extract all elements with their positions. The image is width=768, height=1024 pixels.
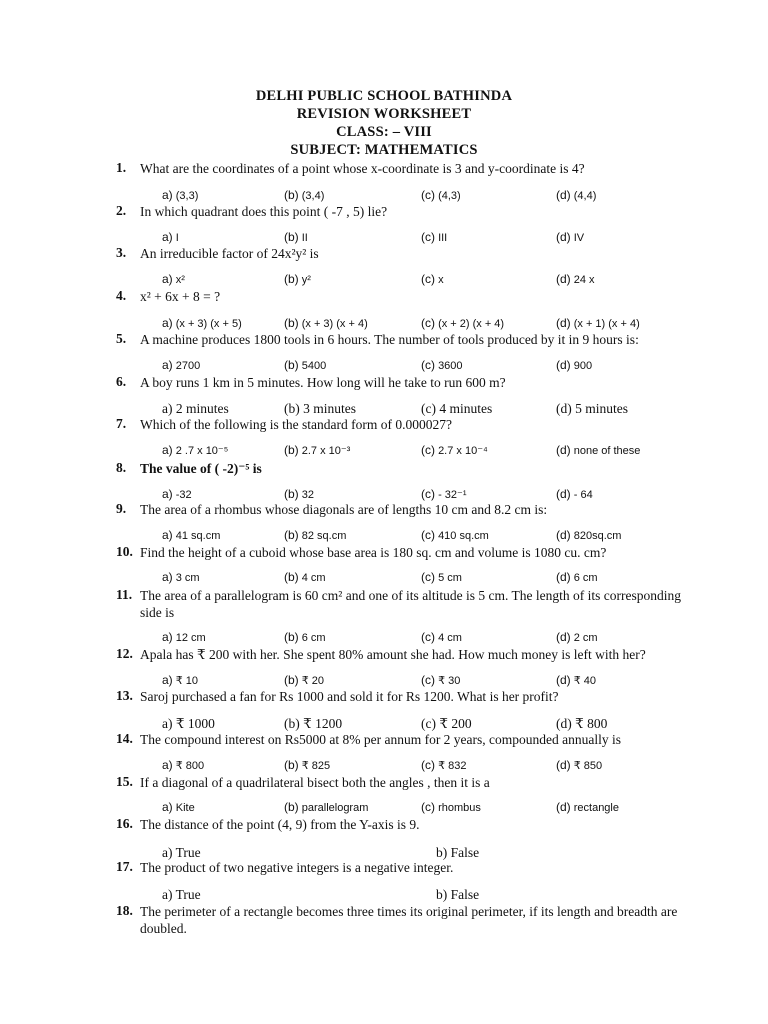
question-number: 12. [116, 646, 133, 661]
question-number: 3. [116, 245, 127, 260]
option-marker: (c) [421, 230, 435, 244]
answer-option [421, 528, 489, 542]
option-value: x² [175, 274, 185, 286]
option-marker: (d) [556, 487, 571, 501]
answer-option [162, 401, 229, 417]
answer-option [421, 401, 492, 417]
option-marker: (b) [284, 570, 299, 584]
answer-option [284, 358, 326, 372]
question-number: 14. [116, 731, 133, 746]
subject-label: SUBJECT: MATHEMATICS [290, 142, 478, 158]
option-marker: (b) [284, 272, 299, 286]
answer-option [556, 272, 595, 286]
answer-option [556, 230, 584, 244]
question-text: Find the height of a cuboid whose base area is 180 sq. cm and volume is 1080 cu. cm? [140, 545, 607, 560]
option-value: 32 [301, 489, 314, 501]
option-marker: (c) [421, 487, 435, 501]
option-marker: (b) [284, 800, 299, 814]
class-label: CLASS: – VIII [336, 124, 432, 140]
answer-option [162, 716, 215, 732]
option-value: II [301, 232, 308, 244]
option-value: x [438, 274, 444, 286]
option-value: (4,4) [573, 190, 597, 202]
option-value: 5 cm [438, 572, 462, 584]
option-value: ₹ 200 [439, 716, 472, 731]
option-value: 2.7 x 10⁻³ [301, 445, 351, 457]
answer-option [556, 188, 596, 202]
option-marker: a) [162, 401, 173, 416]
answer-option [284, 673, 324, 687]
option-marker: a) [162, 358, 173, 372]
option-value: True [175, 887, 201, 902]
option-value: I [175, 232, 179, 244]
question-text: An irreducible factor of 24x²y² is [140, 246, 319, 261]
option-marker: (d) [556, 528, 571, 542]
option-marker: a) [162, 716, 173, 731]
option-value: 24 x [573, 274, 595, 286]
option-value: ₹ 850 [573, 760, 603, 772]
option-marker: (c) [421, 358, 435, 372]
question-text: A boy runs 1 km in 5 minutes. How long will he take to run 600 m? [140, 375, 506, 390]
option-marker: (b) [284, 358, 299, 372]
option-value: ₹ 20 [301, 675, 325, 687]
option-value: True [175, 845, 201, 860]
option-value: none of these [573, 445, 641, 457]
question-number: 16. [116, 816, 133, 831]
question-number: 11. [116, 587, 133, 602]
option-marker: (d) [556, 272, 571, 286]
option-value: (x + 3) (x + 5) [175, 318, 242, 330]
question-text: What are the coordinates of a point whose x-coordinate is 3 and y-coordinate is 4? [140, 161, 585, 176]
option-marker: a) [162, 487, 173, 501]
option-value: 2 cm [573, 632, 598, 644]
option-marker: (b) [284, 188, 299, 202]
option-marker: a) [162, 758, 173, 772]
question-text: Apala has ₹ 200 with her. She spent 80% amount she had. How much money is left with her? [140, 647, 646, 662]
option-value: rhombus [438, 802, 481, 814]
question-number: 1. [116, 160, 127, 175]
answer-option [421, 800, 481, 814]
option-value: - 64 [573, 489, 593, 501]
option-marker: (b) [284, 401, 300, 416]
answer-option [162, 570, 200, 584]
answer-option [284, 528, 346, 542]
option-marker: (b) [284, 716, 300, 731]
option-marker: (d) [556, 758, 571, 772]
option-value: 2700 [175, 360, 201, 372]
question-number: 13. [116, 688, 133, 703]
option-value: ₹ 30 [438, 675, 461, 687]
option-marker: a) [162, 887, 173, 902]
answer-option [284, 716, 342, 732]
question-text: The perimeter of a rectangle becomes three times its original perimeter, if its length and breadth are doubled. [140, 904, 678, 936]
question-text: x² + 6x + 8 = ? [140, 289, 221, 304]
option-value: 2 .7 x 10⁻⁵ [175, 445, 229, 457]
option-marker: (b) [284, 230, 299, 244]
question-text: Saroj purchased a fan for Rs 1000 and sold it for Rs 1200. What is her profit? [140, 689, 559, 704]
option-value: 4 cm [301, 572, 326, 584]
answer-option [556, 800, 619, 814]
option-value: (x + 2) (x + 4) [438, 318, 505, 330]
option-value: 82 sq.cm [301, 530, 347, 542]
question-text: The area of a parallelogram is 60 cm² and one of its altitude is 5 cm. The length of its corresponding side is [140, 588, 682, 620]
answer-option [421, 230, 447, 244]
option-value: ₹ 832 [438, 760, 467, 772]
option-marker: (d) [556, 358, 571, 372]
option-value: 12 cm [175, 632, 206, 644]
option-value: -32 [175, 489, 192, 501]
answer-option [162, 487, 192, 501]
question-text: Which of the following is the standard form of 0.000027? [140, 417, 452, 432]
answer-option [556, 716, 607, 732]
option-value: 6 cm [301, 632, 326, 644]
answer-option [421, 443, 488, 457]
answer-option [421, 188, 461, 202]
answer-option [556, 358, 592, 372]
option-marker: (d) [556, 673, 571, 687]
option-value: 41 sq.cm [175, 530, 221, 542]
answer-option [284, 800, 368, 814]
answer-option [556, 630, 598, 644]
option-marker: (d) [556, 800, 571, 814]
option-value: 3 cm [175, 572, 200, 584]
option-value: y² [301, 274, 311, 286]
question-text: The distance of the point (4, 9) from the Y-axis is 9. [140, 817, 420, 832]
option-marker: (c) [421, 570, 435, 584]
answer-option [421, 758, 466, 772]
option-marker: (c) [421, 272, 435, 286]
answer-option [284, 758, 330, 772]
option-marker: a) [162, 845, 173, 860]
option-marker: a) [162, 272, 173, 286]
option-marker: (d) [556, 230, 571, 244]
answer-option [162, 316, 242, 330]
option-marker: (d) [556, 716, 572, 731]
option-value: - 32⁻¹ [438, 489, 467, 501]
answer-option [421, 316, 504, 330]
question-number: 7. [116, 416, 127, 431]
answer-option [284, 570, 326, 584]
option-value: (3,4) [301, 190, 325, 202]
option-marker: (c) [421, 716, 436, 731]
answer-option [421, 673, 460, 687]
answer-option [284, 487, 314, 501]
option-marker: (d) [556, 316, 571, 330]
worksheet-title: REVISION WORKSHEET [296, 106, 472, 122]
answer-option [421, 272, 444, 286]
answer-option [162, 673, 198, 687]
option-value: ₹ 1200 [303, 716, 343, 731]
answer-option [284, 401, 356, 417]
answer-option [284, 630, 326, 644]
question-number: 6. [116, 374, 127, 389]
option-marker: a) [162, 230, 173, 244]
option-marker: (b) [284, 487, 299, 501]
option-value: ₹ 800 [175, 760, 205, 772]
question-text: A machine produces 1800 tools in 6 hours. The number of tools produced by it in 9 hours is: [140, 332, 639, 347]
option-marker: (b) [284, 630, 299, 644]
option-marker: (b) [284, 673, 299, 687]
option-value: (3,3) [175, 190, 199, 202]
option-value: 410 sq.cm [438, 530, 489, 542]
option-value: parallelogram [301, 802, 369, 814]
option-marker: a) [162, 528, 173, 542]
option-marker: b) [436, 887, 448, 902]
option-value: ₹ 825 [301, 760, 331, 772]
option-marker: (b) [284, 443, 299, 457]
option-marker: a) [162, 800, 173, 814]
answer-option [421, 630, 462, 644]
option-value: ₹ 40 [573, 675, 597, 687]
question-number: 10. [116, 544, 133, 559]
option-value: Kite [175, 802, 195, 814]
option-marker: (c) [421, 316, 435, 330]
answer-option [162, 272, 185, 286]
option-value: (x + 3) (x + 4) [301, 318, 368, 330]
question-number: 9. [116, 501, 127, 516]
option-marker: (b) [284, 528, 299, 542]
question-number: 17. [116, 859, 133, 874]
answer-option [421, 358, 463, 372]
answer-option [284, 443, 350, 457]
option-value: rectangle [573, 802, 619, 814]
question-text: In which quadrant does this point ( -7 , 5) lie? [140, 204, 388, 219]
option-marker: (b) [284, 758, 299, 772]
school-name: DELHI PUBLIC SCHOOL BATHINDA [255, 88, 513, 104]
answer-option [436, 887, 479, 903]
question-text: If a diagonal of a quadrilateral bisect both the angles , then it is a [140, 775, 490, 790]
answer-option [162, 887, 201, 903]
option-marker: (c) [421, 401, 436, 416]
answer-option [162, 758, 204, 772]
option-marker: (c) [421, 630, 435, 644]
answer-option [556, 401, 628, 417]
option-value: ₹ 800 [575, 716, 608, 731]
option-marker: (b) [284, 316, 299, 330]
option-marker: a) [162, 316, 173, 330]
question-number: 5. [116, 331, 127, 346]
question-number: 4. [116, 288, 127, 303]
option-value: ₹ 10 [175, 675, 199, 687]
question-number: 2. [116, 203, 127, 218]
question-number: 15. [116, 774, 133, 789]
option-marker: (d) [556, 570, 571, 584]
answer-option [556, 528, 621, 542]
option-value: III [438, 232, 448, 244]
option-value: 3600 [438, 360, 463, 372]
answer-option [162, 443, 228, 457]
answer-option [556, 487, 593, 501]
option-value: ₹ 1000 [175, 716, 215, 731]
option-value: (x + 1) (x + 4) [573, 318, 640, 330]
answer-option [556, 316, 640, 330]
answer-option [421, 716, 472, 732]
answer-option [162, 800, 195, 814]
option-value: 820sq.cm [573, 530, 622, 542]
option-marker: (c) [421, 188, 435, 202]
question-text: The product of two negative integers is a negative integer. [140, 860, 454, 875]
answer-option [162, 630, 206, 644]
option-value: 4 minutes [439, 401, 493, 416]
answer-option [284, 188, 324, 202]
option-marker: a) [162, 188, 173, 202]
answer-option [421, 487, 467, 501]
option-marker: a) [162, 443, 173, 457]
question-text: The area of a rhombus whose diagonals are of lengths 10 cm and 8.2 cm is: [140, 502, 548, 517]
option-value: False [450, 887, 480, 902]
option-value: 5400 [301, 360, 327, 372]
option-marker: (d) [556, 401, 572, 416]
option-marker: (c) [421, 800, 435, 814]
question-text: The compound interest on Rs5000 at 8% per annum for 2 years, compounded annually is [140, 732, 622, 747]
answer-option [556, 673, 596, 687]
answer-option [162, 230, 179, 244]
answer-option [421, 570, 462, 584]
option-marker: a) [162, 630, 173, 644]
option-value: IV [573, 232, 585, 244]
option-value: 2.7 x 10⁻⁴ [438, 445, 488, 457]
option-marker: a) [162, 570, 173, 584]
option-value: (4,3) [438, 190, 461, 202]
answer-option [162, 188, 198, 202]
option-value: 2 minutes [175, 401, 229, 416]
option-marker: (c) [421, 528, 435, 542]
option-marker: (d) [556, 443, 571, 457]
option-marker: a) [162, 673, 173, 687]
question-number: 8. [116, 460, 127, 475]
option-marker: (d) [556, 188, 571, 202]
option-value: 5 minutes [575, 401, 628, 416]
answer-option [162, 528, 220, 542]
option-marker: (c) [421, 443, 435, 457]
option-value: False [450, 845, 480, 860]
option-value: 3 minutes [303, 401, 356, 416]
question-number: 18. [116, 903, 133, 918]
question-text: The value of ( -2)⁻⁵ is [140, 461, 262, 476]
option-value: 6 cm [573, 572, 598, 584]
answer-option [556, 570, 598, 584]
option-value: 4 cm [438, 632, 462, 644]
answer-option [284, 230, 308, 244]
option-marker: b) [436, 845, 448, 860]
option-marker: (d) [556, 630, 571, 644]
answer-option [556, 758, 602, 772]
option-marker: (c) [421, 758, 435, 772]
answer-option [162, 358, 200, 372]
answer-option [284, 272, 311, 286]
option-value: 900 [573, 360, 593, 372]
option-marker: (c) [421, 673, 435, 687]
answer-option [556, 443, 640, 457]
answer-option [284, 316, 368, 330]
